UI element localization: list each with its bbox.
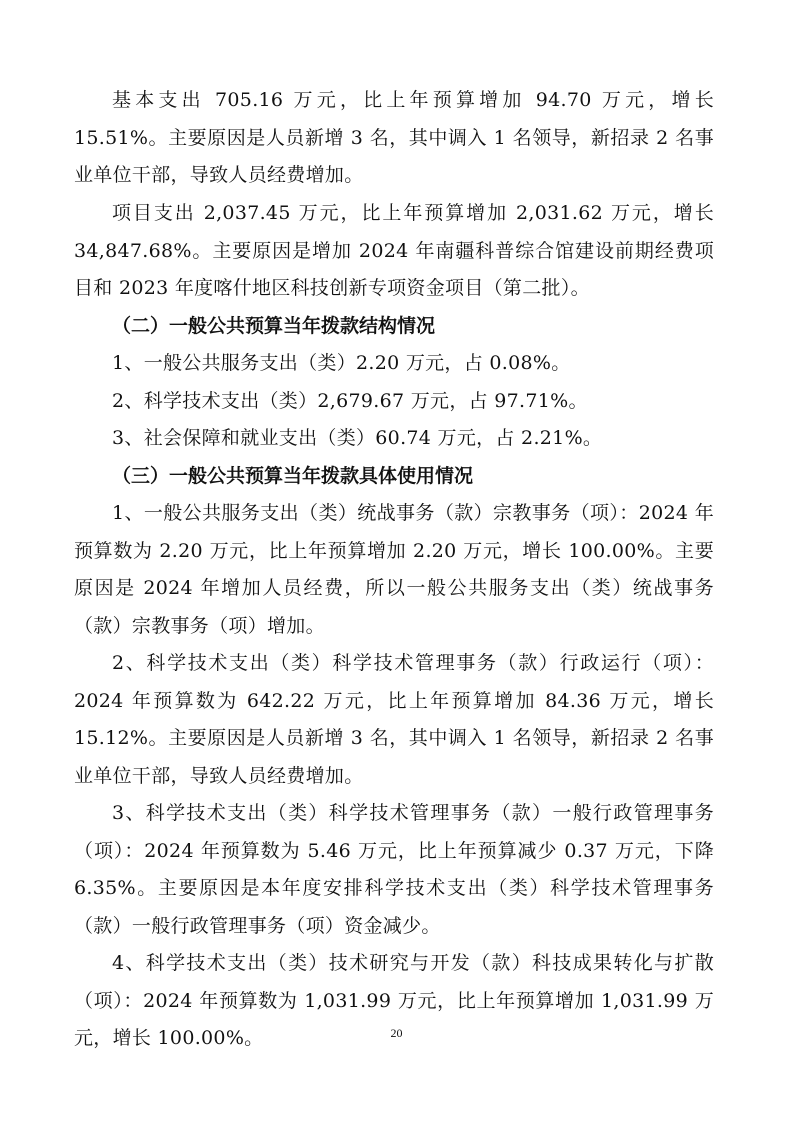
detail-item-4: 4、科学技术支出（类）技术研究与开发（款）科技成果转化与扩散（项）：2024 年预算数为 1,031.99 万元，比上年预算增加 1,031.99 万元，增长 100.00%。	[74, 952, 714, 1049]
paragraph-project-expenditure: 项目支出 2,037.45 万元，比上年预算增加 2,031.62 万元，增长 34,847.68%。主要原因是增加 2024 年南疆科普综合馆建设前期经费项目和 2023 年度喀什地区科技创新专项资金项目（第二批）。	[74, 202, 714, 299]
structure-item-1: 1、一般公共服务支出（类）2.20 万元，占 0.08%。	[112, 352, 571, 374]
paragraph-basic-expenditure: 基本支出 705.16 万元，比上年预算增加 94.70 万元，增长 15.51%。主要原因是人员新增 3 名，其中调入 1 名领导，新招录 2 名事业单位干部，导致人员经费增加。	[74, 89, 714, 186]
section-heading-3: （三）一般公共预算当年拨款具体使用情况	[112, 465, 474, 487]
detail-item-1: 1、一般公共服务支出（类）统战事务（款）宗教事务（项）：2024 年预算数为 2.20 万元，比上年预算增加 2.20 万元，增长 100.00%。主要原因是 2024 年增加人员经费，所以一般公共服务支出（类）统战事务（款）宗教事务（项）增加。	[74, 502, 714, 637]
structure-item-2: 2、科学技术支出（类）2,679.67 万元，占 97.71%。	[112, 390, 588, 412]
page-number: 20	[390, 1026, 403, 1040]
structure-item-3: 3、社会保障和就业支出（类）60.74 万元，占 2.21%。	[112, 427, 603, 449]
detail-item-3: 3、科学技术支出（类）科学技术管理事务（款）一般行政管理事务（项）：2024 年预算数为 5.46 万元，比上年预算减少 0.37 万元，下降 6.35%。主要原因是本年度安排科学技术支出（类）科学技术管理事务（款）一般行政管理事务（项）资金减少。	[74, 802, 714, 937]
detail-item-2: 2、科学技术支出（类）科学技术管理事务（款）行政运行（项）：2024 年预算数为 642.22 万元，比上年预算增加 84.36 万元，增长 15.12%。主要原因是人员新增 3 名，其中调入 1 名领导，新招录 2 名事业单位干部，导致人员经费增加。	[74, 652, 714, 787]
section-heading-2: （二）一般公共预算当年拨款结构情况	[112, 315, 436, 337]
